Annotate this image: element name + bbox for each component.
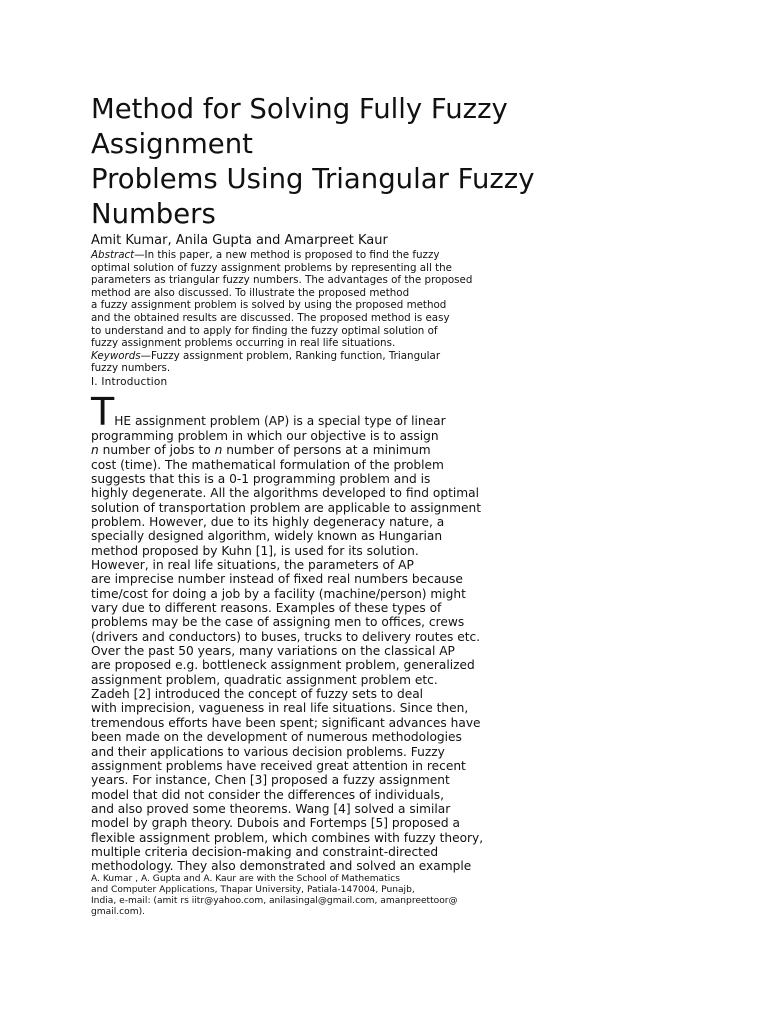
- body-line: assignment problems have received great attention in recent: [91, 758, 466, 773]
- keywords-line: [91, 350, 551, 363]
- abstract-line: a fuzzy assignment problem is solved by using the proposed method: [91, 299, 447, 312]
- title-line: Method for Solving Fully Fuzzy: [91, 93, 508, 125]
- body-line: However, in real life situations, the parameters of AP: [91, 558, 414, 573]
- keywords-line: fuzzy numbers.: [91, 362, 171, 375]
- body-line: and their applications to various decision problems. Fuzzy: [91, 744, 445, 759]
- footnote-line: A. Kumar , A. Gupta and A. Kaur are with the School of Mathematics: [91, 873, 400, 884]
- abstract-line: optimal solution of fuzzy assignment problems by representing all the: [91, 261, 452, 274]
- section-heading: I. Introduction: [91, 375, 168, 388]
- abstract-label: Abstract: [91, 249, 135, 261]
- body-line: multiple criteria decision-making and constraint-directed: [91, 844, 439, 859]
- title-line: Numbers: [91, 198, 216, 230]
- variable-n: n: [91, 443, 99, 458]
- footnote-line: India, e-mail: (amit rs iitr@yahoo.com, anilasingal@gmail.com, amanpreettoor@: [91, 896, 458, 907]
- body-line: model by graph theory. Dubois and Fortemps [5] proposed a: [91, 816, 460, 831]
- body-line: methodology. They also demonstrated and solved an example: [91, 859, 472, 874]
- body-text: number of persons at a minimum: [222, 443, 431, 458]
- drop-cap: T: [91, 389, 115, 434]
- body-line: been made on the development of numerous methodologies: [91, 730, 462, 745]
- variable-n: n: [214, 443, 223, 458]
- body-text: number of jobs to: [98, 443, 215, 458]
- abstract-line: [91, 249, 551, 262]
- body-line: years. For instance, Chen [3] proposed a fuzzy assignment: [91, 773, 450, 788]
- body-line: tremendous efforts have been spent; significant advances have: [91, 715, 481, 730]
- footnote-line: gmail.com).: [91, 907, 146, 918]
- first-line-text: HE assignment problem (AP) is a special type of linear: [114, 413, 446, 428]
- body-line: problem. However, due to its highly degeneracy nature, a: [91, 515, 445, 529]
- abstract-line: parameters as triangular fuzzy numbers. The advantages of the proposed: [91, 274, 473, 287]
- abstract: [91, 249, 551, 375]
- abstract-line: method are also discussed. To illustrate the proposed method: [91, 286, 410, 299]
- body-line: (drivers and conductors) to buses, trucks to delivery routes etc.: [91, 629, 481, 644]
- body-line: specially designed algorithm, widely known as Hungarian: [91, 529, 443, 544]
- body-line: cost (time). The mathematical formulation of the problem: [91, 457, 444, 472]
- body-line: suggests that this is a 0-1 programming problem and is: [91, 471, 431, 486]
- abstract-line: to understand and to apply for finding the fuzzy optimal solution of: [91, 324, 438, 337]
- body-line: Zadeh [2] introduced the concept of fuzzy sets to deal: [91, 687, 424, 702]
- body-line: [91, 443, 551, 457]
- body-line: time/cost for doing a job by a facility (machine/person) might: [91, 586, 466, 601]
- body-line: are imprecise number instead of fixed real numbers because: [91, 572, 463, 587]
- body-line: Over the past 50 years, many variations on the classical AP: [91, 644, 455, 659]
- author-footnote: [91, 874, 551, 919]
- first-line: [91, 389, 551, 434]
- body-line: assignment problem, quadratic assignment problem etc.: [91, 672, 438, 687]
- body-line: problems may be the case of assigning men to offices, crews: [91, 615, 465, 630]
- body-line: are proposed e.g. bottleneck assignment problem, generalized: [91, 658, 475, 673]
- body-line: with imprecision, vagueness in real life situations. Since then,: [91, 701, 469, 716]
- title-line: Problems Using Triangular Fuzzy: [91, 163, 535, 195]
- body-line: highly degenerate. All the algorithms developed to find optimal: [91, 486, 479, 501]
- body-line: solution of transportation problem are applicable to assignment: [91, 500, 482, 515]
- title-line: Assignment: [91, 128, 253, 160]
- keywords-text: —Fuzzy assignment problem, Ranking function, Triangular: [140, 349, 441, 362]
- body-line: vary due to different reasons. Examples of these types of: [91, 601, 442, 616]
- abstract-text: —In this paper, a new method is proposed to find the fuzzy: [134, 249, 440, 261]
- authors: Amit Kumar, Anila Gupta and Amarpreet Kaur: [91, 233, 388, 248]
- abstract-line: fuzzy assignment problems occurring in real life situations.: [91, 337, 396, 350]
- keywords-label: Keywords: [91, 349, 141, 362]
- body-line: and also proved some theorems. Wang [4] solved a similar: [91, 801, 451, 816]
- paper-title: [91, 92, 551, 232]
- footnote-line: and Computer Applications, Thapar University, Patiala-147004, Punajb,: [91, 884, 415, 895]
- body-lines: [91, 458, 551, 874]
- introduction-body: [91, 389, 551, 874]
- body-line: model that did not consider the differences of individuals,: [91, 787, 445, 802]
- body-line: flexible assignment problem, which combines with fuzzy theory,: [91, 830, 484, 845]
- body-line: method proposed by Kuhn [1], is used for its solution.: [91, 543, 419, 558]
- body-line: programming problem in which our objective is to assign: [91, 428, 439, 443]
- paper-page: [91, 92, 551, 919]
- abstract-line: and the obtained results are discussed. The proposed method is easy: [91, 311, 450, 324]
